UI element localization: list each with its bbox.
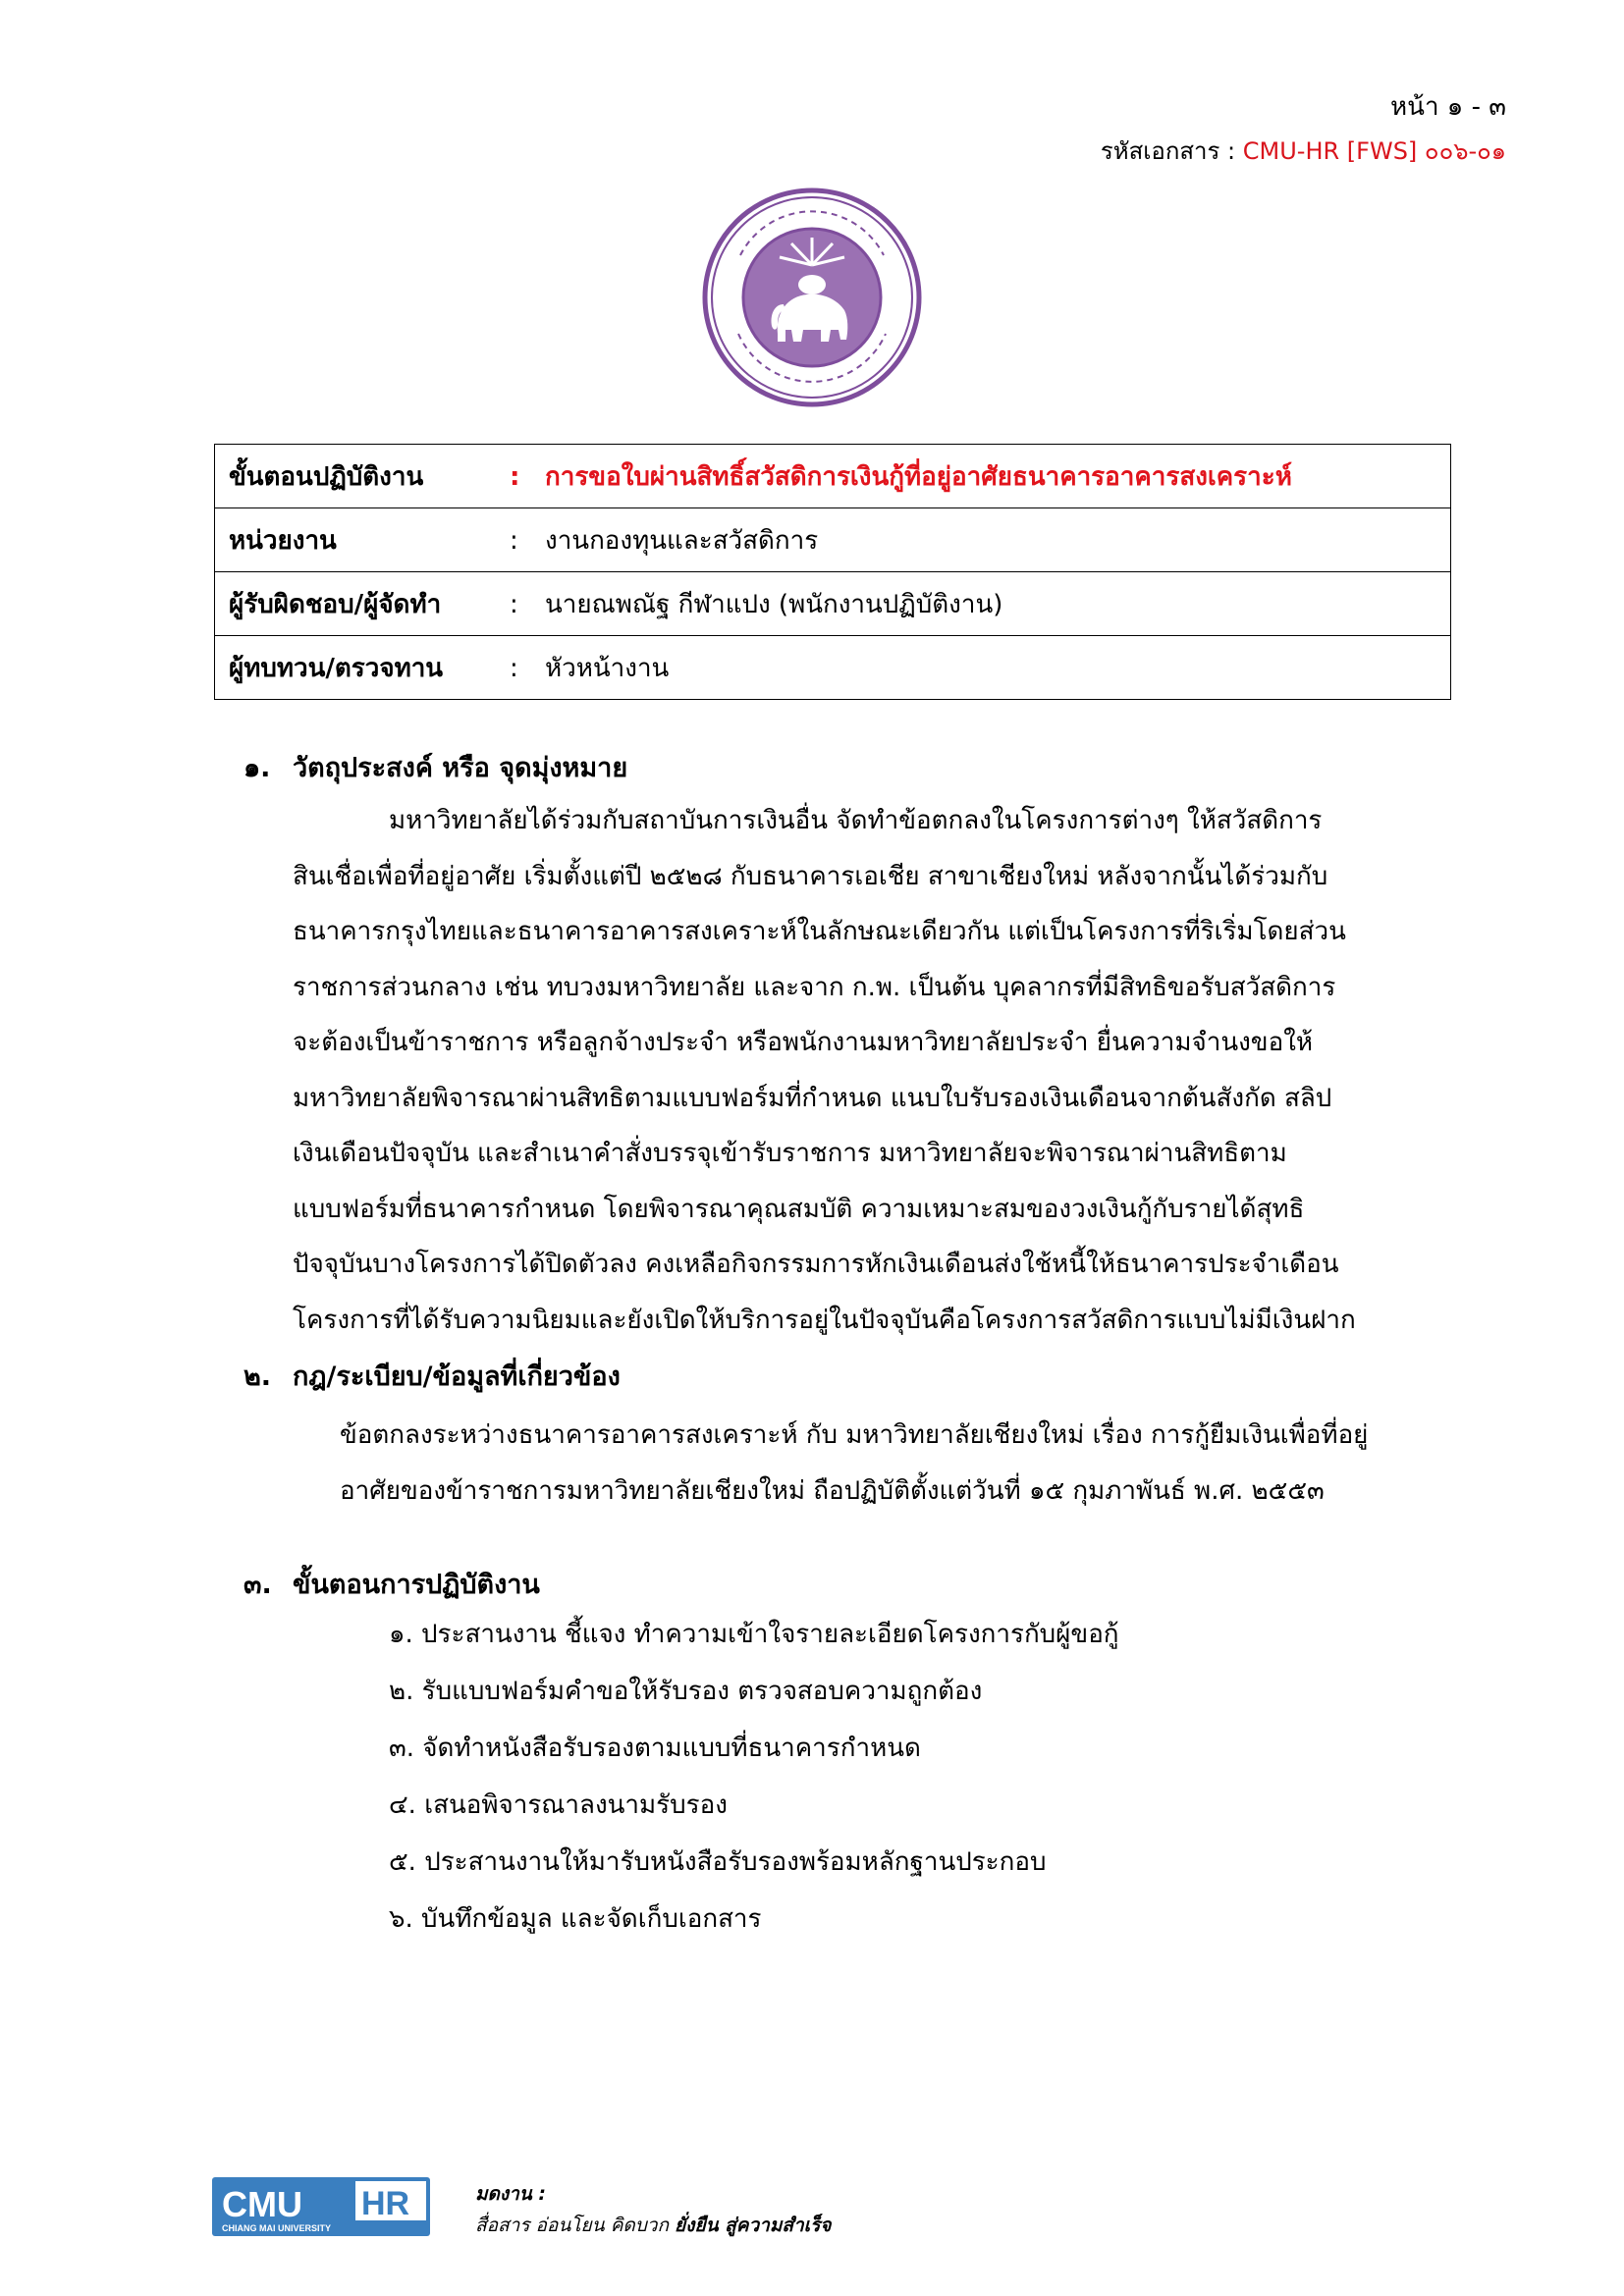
list-item: ๓. จัดทำหนังสือรับรองตามแบบที่ธนาคารกำหนด <box>389 1734 921 1763</box>
section-heading-objective <box>244 746 627 788</box>
paragraph-line: ราชการส่วนกลาง เช่น ทบวงมหาวิทยาลัย และจาก ก.พ. เป็นต้น บุคลากรที่มีสิทธิขอรับสวัสดิการ <box>293 972 1336 1002</box>
section-title: ขั้นตอนการปฏิบัติงาน <box>293 1570 540 1600</box>
info-label: ผู้รับผิดชอบ/ผู้จัดทำ <box>215 572 497 636</box>
paragraph-line: ข้อตกลงระหว่างธนาคารอาคารสงเคราะห์ กับ มหาวิทยาลัยเชียงใหม่ เรื่อง การกู้ยืมเงินเพื่อที่อยู่ <box>340 1420 1369 1450</box>
objective-paragraph <box>293 793 1451 1348</box>
section-heading-regulations <box>244 1355 621 1397</box>
section-number: ๒. <box>244 1362 272 1392</box>
info-colon: : <box>510 653 518 683</box>
procedure-info-table <box>214 444 1451 700</box>
section-heading-steps <box>244 1563 540 1605</box>
info-value-cell <box>496 508 1451 572</box>
document-code-line <box>1101 132 1506 170</box>
document-code: CMU-HR [FWS] ๐๐๖-๐๑ <box>1242 137 1506 165</box>
info-colon: : <box>510 525 518 556</box>
paragraph-line: มหาวิทยาลัยได้ร่วมกับสถาบันการเงินอื่น จัดทำข้อตกลงในโครงการต่างๆ ให้สวัสดิการ <box>389 806 1323 835</box>
paragraph-line: จะต้องเป็นข้าราชการ หรือลูกจ้างประจำ หรือพนักงานมหาวิทยาลัยประจำ ยื่นความจำนงขอให้ <box>293 1028 1314 1057</box>
reviewer: หัวหน้างาน <box>545 653 670 683</box>
paragraph-line: แบบฟอร์มที่ธนาคารกำหนด โดยพิจารณาคุณสมบัติ ความเหมาะสมของวงเงินกู้กับรายได้สุทธิ <box>293 1194 1305 1224</box>
info-label: หน่วยงาน <box>215 508 497 572</box>
info-value-cell <box>496 636 1451 700</box>
svg-text:CHIANG MAI UNIVERSITY: CHIANG MAI UNIVERSITY <box>222 2223 332 2233</box>
paragraph-line: สินเชื่อเพื่อที่อยู่อาศัย เริ่มตั้งแต่ปี ๒๕๒๘ กับธนาคารเอเชีย สาขาเชียงใหม่ หลังจากนั้นได้ร่วมกับ <box>293 861 1328 891</box>
cmu-hr-logo <box>212 2177 430 2236</box>
department-name: งานกองทุนและสวัสดิการ <box>545 525 819 556</box>
list-item: ๕. ประสานงานให้มารับหนังสือรับรองพร้อมหลักฐานประกอบ <box>389 1847 1047 1877</box>
info-row-department <box>215 508 1451 572</box>
document-code-label: รหัสเอกสาร : <box>1100 137 1236 165</box>
paragraph-line: โครงการที่ได้รับความนิยมและยังเปิดให้บริการอยู่ในปัจจุบันคือโครงการสวัสดิการแบบไม่มีเงินฝาก <box>293 1305 1356 1335</box>
footer-motto: สื่อสาร อ่อนโยน คิดบวก ยั่งยืน สู่ความสำเร็จ <box>475 2215 832 2236</box>
info-colon: : <box>510 589 518 619</box>
info-value-cell <box>496 445 1451 508</box>
regulations-paragraph <box>340 1408 1451 1520</box>
info-row-reviewer <box>215 636 1451 700</box>
section-title: วัตถุประสงค์ หรือ จุดมุ่งหมาย <box>293 753 628 783</box>
info-row-responsible <box>215 572 1451 636</box>
paragraph-line: เงินเดือนปัจจุบัน และสำเนาคำสั่งบรรจุเข้ารับราชการ มหาวิทยาลัยจะพิจารณาผ่านสิทธิตาม <box>293 1139 1287 1168</box>
info-label: ขั้นตอนปฏิบัติงาน <box>215 445 497 508</box>
svg-text:CMU: CMU <box>222 2184 302 2224</box>
paragraph-line: อาศัยของข้าราชการมหาวิทยาลัยเชียงใหม่ ถือปฏิบัติตั้งแต่วันที่ ๑๕ กุมภาพันธ์ พ.ศ. ๒๕๕๓ <box>340 1476 1325 1506</box>
info-label: ผู้ทบทวน/ตรวจทาน <box>215 636 497 700</box>
section-title: กฎ/ระเบียบ/ข้อมูลที่เกี่ยวข้อง <box>293 1362 621 1392</box>
info-value-cell <box>496 572 1451 636</box>
info-colon: : <box>510 461 520 492</box>
list-item: ๔. เสนอพิจารณาลงนามรับรอง <box>389 1790 728 1820</box>
procedure-steps-list <box>389 1606 1119 1948</box>
paragraph-line: ปัจจุบันบางโครงการได้ปิดตัวลง คงเหลือกิจกรรมการหักเงินเดือนส่งใช้หนี้ให้ธนาคารประจำเดือน <box>293 1250 1339 1279</box>
list-item: ๑. ประสานงาน ชี้แจง ทำความเข้าใจรายละเอียดโครงการกับผู้ขอกู้ <box>389 1620 1119 1649</box>
procedure-title: การขอใบผ่านสิทธิ์สวัสดิการเงินกู้ที่อยู่อาศัยธนาคารอาคารสงเคราะห์ <box>545 461 1292 492</box>
cmu-seal-icon <box>701 187 923 408</box>
paragraph-line: มหาวิทยาลัยพิจารณาผ่านสิทธิตามแบบฟอร์มที่กำหนด แนบใบรับรองเงินเดือนจากต้นสังกัด สลิป <box>293 1083 1332 1113</box>
responsible-person: นายณพณัฐ กีฬาแปง (พนักงานปฏิบัติงาน) <box>545 589 1003 619</box>
section-number: ๑. <box>244 753 271 783</box>
svg-text:HR: HR <box>361 2185 410 2222</box>
list-item: ๒. รับแบบฟอร์มคำขอให้รับรอง ตรวจสอบความถูกต้อง <box>389 1677 983 1706</box>
paragraph-line: ธนาคารกรุงไทยและธนาคารอาคารสงเคราะห์ในลักษณะเดียวกัน แต่เป็นโครงการที่ริเริ่มโดยส่วน <box>293 917 1346 946</box>
section-number: ๓. <box>244 1570 272 1600</box>
list-item: ๖. บันทึกข้อมูล และจัดเก็บเอกสาร <box>389 1904 762 1934</box>
page-number: หน้า ๑ - ๓ <box>1390 92 1506 122</box>
info-row-procedure <box>215 445 1451 508</box>
footer-label: มดงาน : <box>475 2183 547 2205</box>
